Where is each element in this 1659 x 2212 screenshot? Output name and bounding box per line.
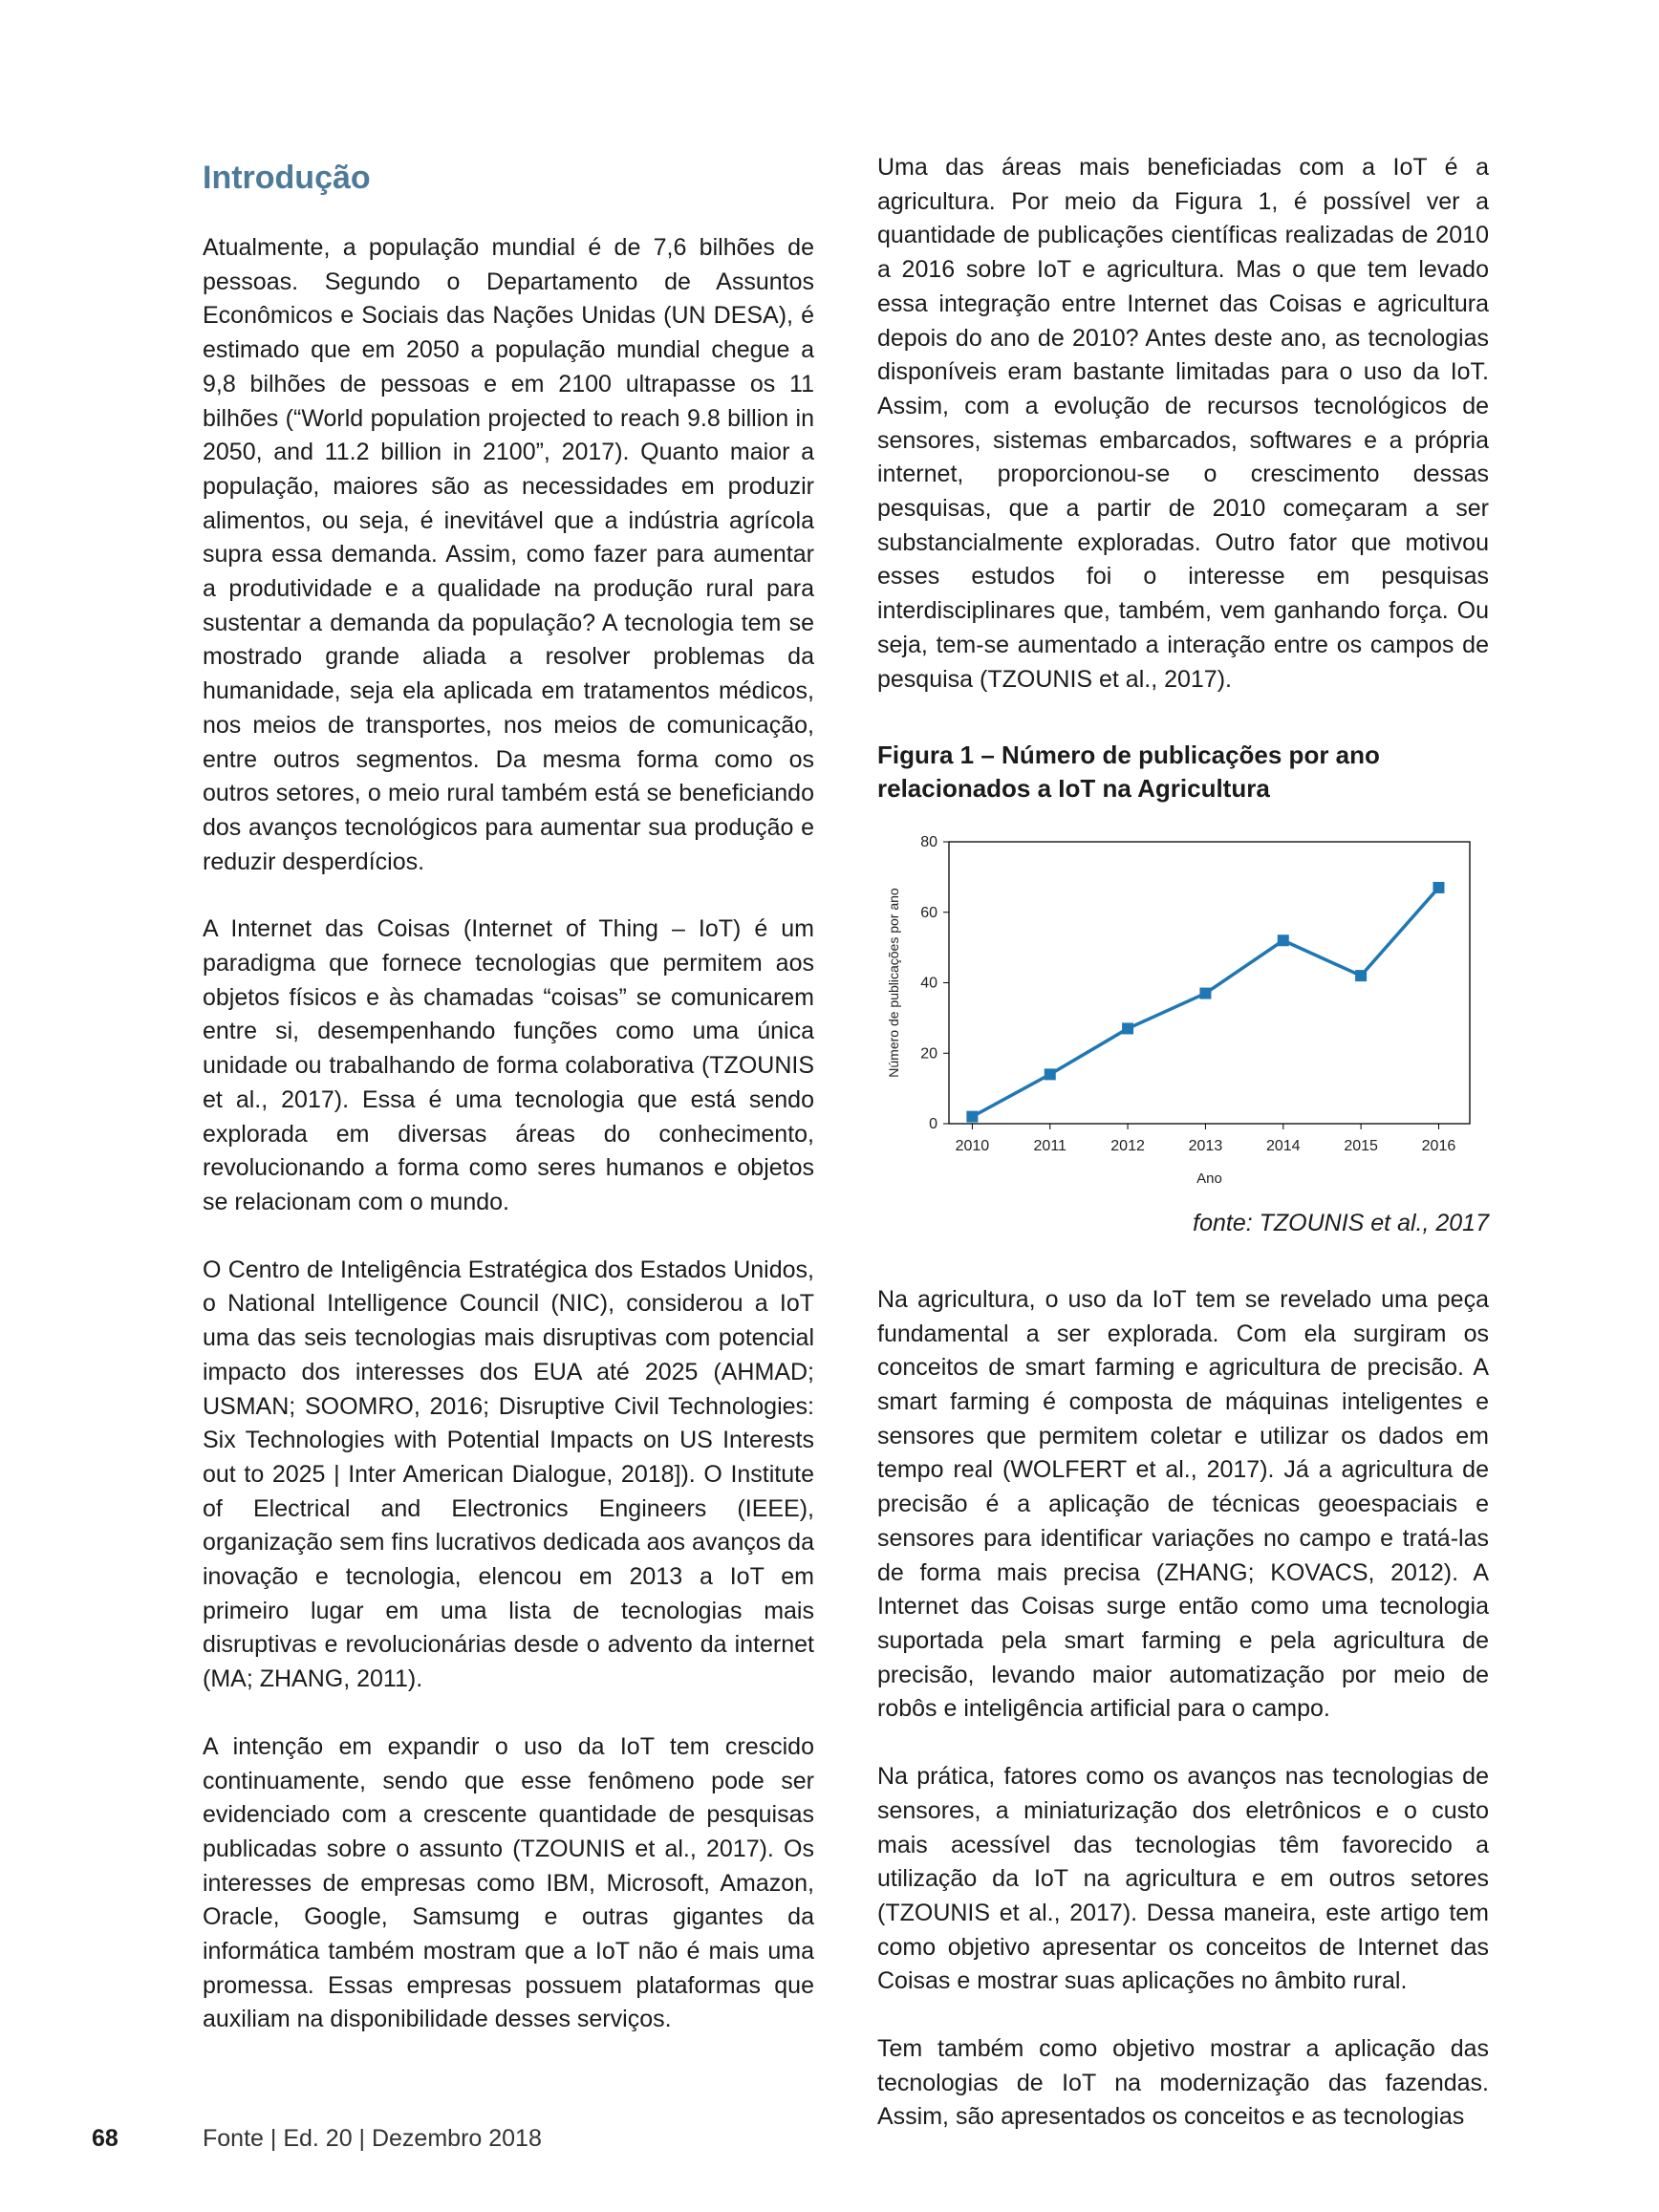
x-tick-label: 2013 (1188, 1138, 1223, 1155)
x-tick-label: 2015 (1344, 1138, 1378, 1155)
paragraph: Na agricultura, o uso da IoT tem se revelado uma peça fundamental a ser explorada. Com ela surgiram os conceitos de smart farming e agricultura de precisão. A smart farming é composta de máquinas inteligentes e sensores que permitem coletar e utilizar os dados em tempo real (WOLFERT et al., 2017). Já a agricultura de precisão é a aplicação de técnicas geoespaciais e sensores para identificar variações no campo e tratá-las de forma mais precisa (ZHANG; KOVACS, 2012). A Internet das Coisas surge então como uma tecnologia suportada pela smart farming e pela agricultura de precisão, levando maior automatização por meio de robôs e inteligência artificial para o campo. (877, 1285, 1489, 1723)
paragraph: A Internet das Coisas (Internet of Thing – IoT) é um paradigma que fornece tecnologias que permitem aos objetos físicos e às chamadas “coisas” se comunicarem entre si, desempenhando funções como uma única unidade ou trabalhando de forma colaborativa (TZOUNIS et al., 2017). Essa é uma tecnologia que está sendo explorada em diversas áreas do conhecimento, revolucionando a forma como seres humanos e objetos se relacionam com o mundo. (203, 915, 814, 1215)
left-column (203, 151, 814, 2071)
y-tick-label: 80 (920, 834, 937, 851)
right-column (877, 151, 1489, 2168)
x-tick-label: 2010 (955, 1138, 990, 1155)
section-title: Introdução (203, 160, 371, 196)
figure-source: fonte: TZOUNIS et al., 2017 (1193, 1210, 1489, 1237)
page-number: 68 (92, 2125, 118, 2152)
data-point (1355, 970, 1367, 981)
series-line (972, 888, 1438, 1117)
x-tick-label: 2014 (1265, 1138, 1301, 1155)
journal-info: Fonte | Ed. 20 | Dezembro 2018 (203, 2125, 542, 2152)
figure-chart (877, 825, 1489, 1207)
paragraph: O Centro de Inteligência Estratégica dos Estados Unidos, o National Intelligence Council (NIC), considerou a IoT uma das seis tecnologias mais disruptivas com potencial impacto dos interesses dos EUA até 2025 (AHMAD; USMAN; SOOMRO, 2016; Disruptive Civil Technologies: Six Technologies with Potential Impacts on US Interests out to 2025 | Inter American Dialogue, 2018]). O Institute of Electrical and Electronics Engineers (IEEE), organização sem fins lucrativos dedicada aos avanços da inovação e tecnologia, elencou em 2013 a IoT em primeiro lugar em uma lista de tecnologias mais disruptivas e revolucionárias desde o advento da internet (MA; ZHANG, 2011). (203, 1256, 814, 1693)
x-tick-label: 2016 (1421, 1138, 1456, 1155)
y-tick-label: 20 (920, 1045, 937, 1063)
data-point (966, 1111, 978, 1123)
plot-frame (949, 842, 1470, 1124)
y-tick-label: 40 (920, 975, 937, 992)
paragraph: Tem também como objetivo mostrar a aplicação das tecnologias de IoT na modernização das fazendas. Assim, são apresentados os conceitos e as tecnologias (877, 2035, 1489, 2131)
data-point (1433, 882, 1444, 893)
x-axis-label: Ano (1196, 1170, 1222, 1188)
data-point (1122, 1023, 1133, 1035)
paragraph: Na prática, fatores como os avanços nas tecnologias de sensores, a miniaturização dos eletrônicos e o custo mais acessível das tecnologias têm favorecido a utilização da IoT na agricultura e em outros setores (TZOUNIS et al., 2017). Dessa maneira, este artigo tem como objetivo apresentar os conceitos de Internet das Coisas e mostrar suas aplicações no âmbito rural. (877, 1763, 1489, 1995)
line-chart (877, 825, 1489, 1207)
y-axis-label: Número de publicações por ano (886, 888, 901, 1078)
x-tick-label: 2012 (1110, 1138, 1145, 1155)
x-tick-label: 2011 (1033, 1138, 1066, 1155)
data-point (1278, 935, 1289, 947)
data-point (1045, 1069, 1056, 1081)
data-point (1199, 988, 1211, 999)
paragraph: A intenção em expandir o uso da IoT tem crescido continuamente, sendo que esse fenômeno pode ser evidenciado com a crescente quantidade de pesquisas publicadas sobre o assunto (TZOUNIS et al., 2017). Os interesses de empresas como IBM, Microsoft, Amazon, Oracle, Google, Samsumg e outras gigantes da informática também mostram que a IoT não é mais uma promessa. Essas empresas possuem plataformas que auxiliam na disponibilidade desses serviços. (203, 1732, 814, 2033)
paragraph: Uma das áreas mais beneficiadas com a IoT é a agricultura. Por meio da Figura 1, é possível ver a quantidade de publicações científicas realizadas de 2010 a 2016 sobre IoT e agricultura. Mas o que tem levado essa integração entre Internet das Coisas e agricultura depois do ano de 2010? Antes deste ano, as tecnologias disponíveis eram bastante limitadas para o uso da IoT. Assim, com a evolução de recursos tecnológicos de sensores, sistemas embarcados, softwares e a própria internet, proporcionou-se o crescimento dessas pesquisas, que a partir de 2010 começaram a ser substancialmente exploradas. Outro fator que motivou esses estudos foi o interesse em pesquisas interdisciplinares que, também, vem ganhando força. Ou seja, tem-se aumentado a interação entre os campos de pesquisa (TZOUNIS et al., 2017). (877, 154, 1489, 693)
figure-caption: Figura 1 – Número de publicações por ano relacionados a IoT na Agricultura (877, 741, 1380, 804)
y-tick-label: 0 (929, 1116, 937, 1133)
y-tick-label: 60 (920, 905, 937, 921)
paragraph: Atualmente, a população mundial é de 7,6 bilhões de pessoas. Segundo o Departamento de Assuntos Econômicos e Sociais das Nações Unidas (UN DESA), é estimado que em 2050 a população mundial chegue a 9,8 bilhões de pessoas e em 2100 ultrapasse os 11 bilhões (“World population projected to reach 9.8 billion in 2050, and 11.2 billion in 2100”, 2017). Quanto maior a população, maiores são as necessidades em produzir alimentos, ou seja, é inevitável que a indústria agrícola supra essa demanda. Assim, como fazer para aumentar a produtividade e a qualidade na produção rural para sustentar a demanda da população? A tecnologia tem se mostrado grande aliada a resolver problemas da humanidade, seja ela aplicada em tratamentos médicos, nos meios de transportes, nos meios de comunicação, entre outros segmentos. Da mesma forma como os outros setores, o meio rural também está se beneficiando dos avanços tecnológicos para aumentar sua produção e reduzir desperdícios. (203, 234, 814, 875)
